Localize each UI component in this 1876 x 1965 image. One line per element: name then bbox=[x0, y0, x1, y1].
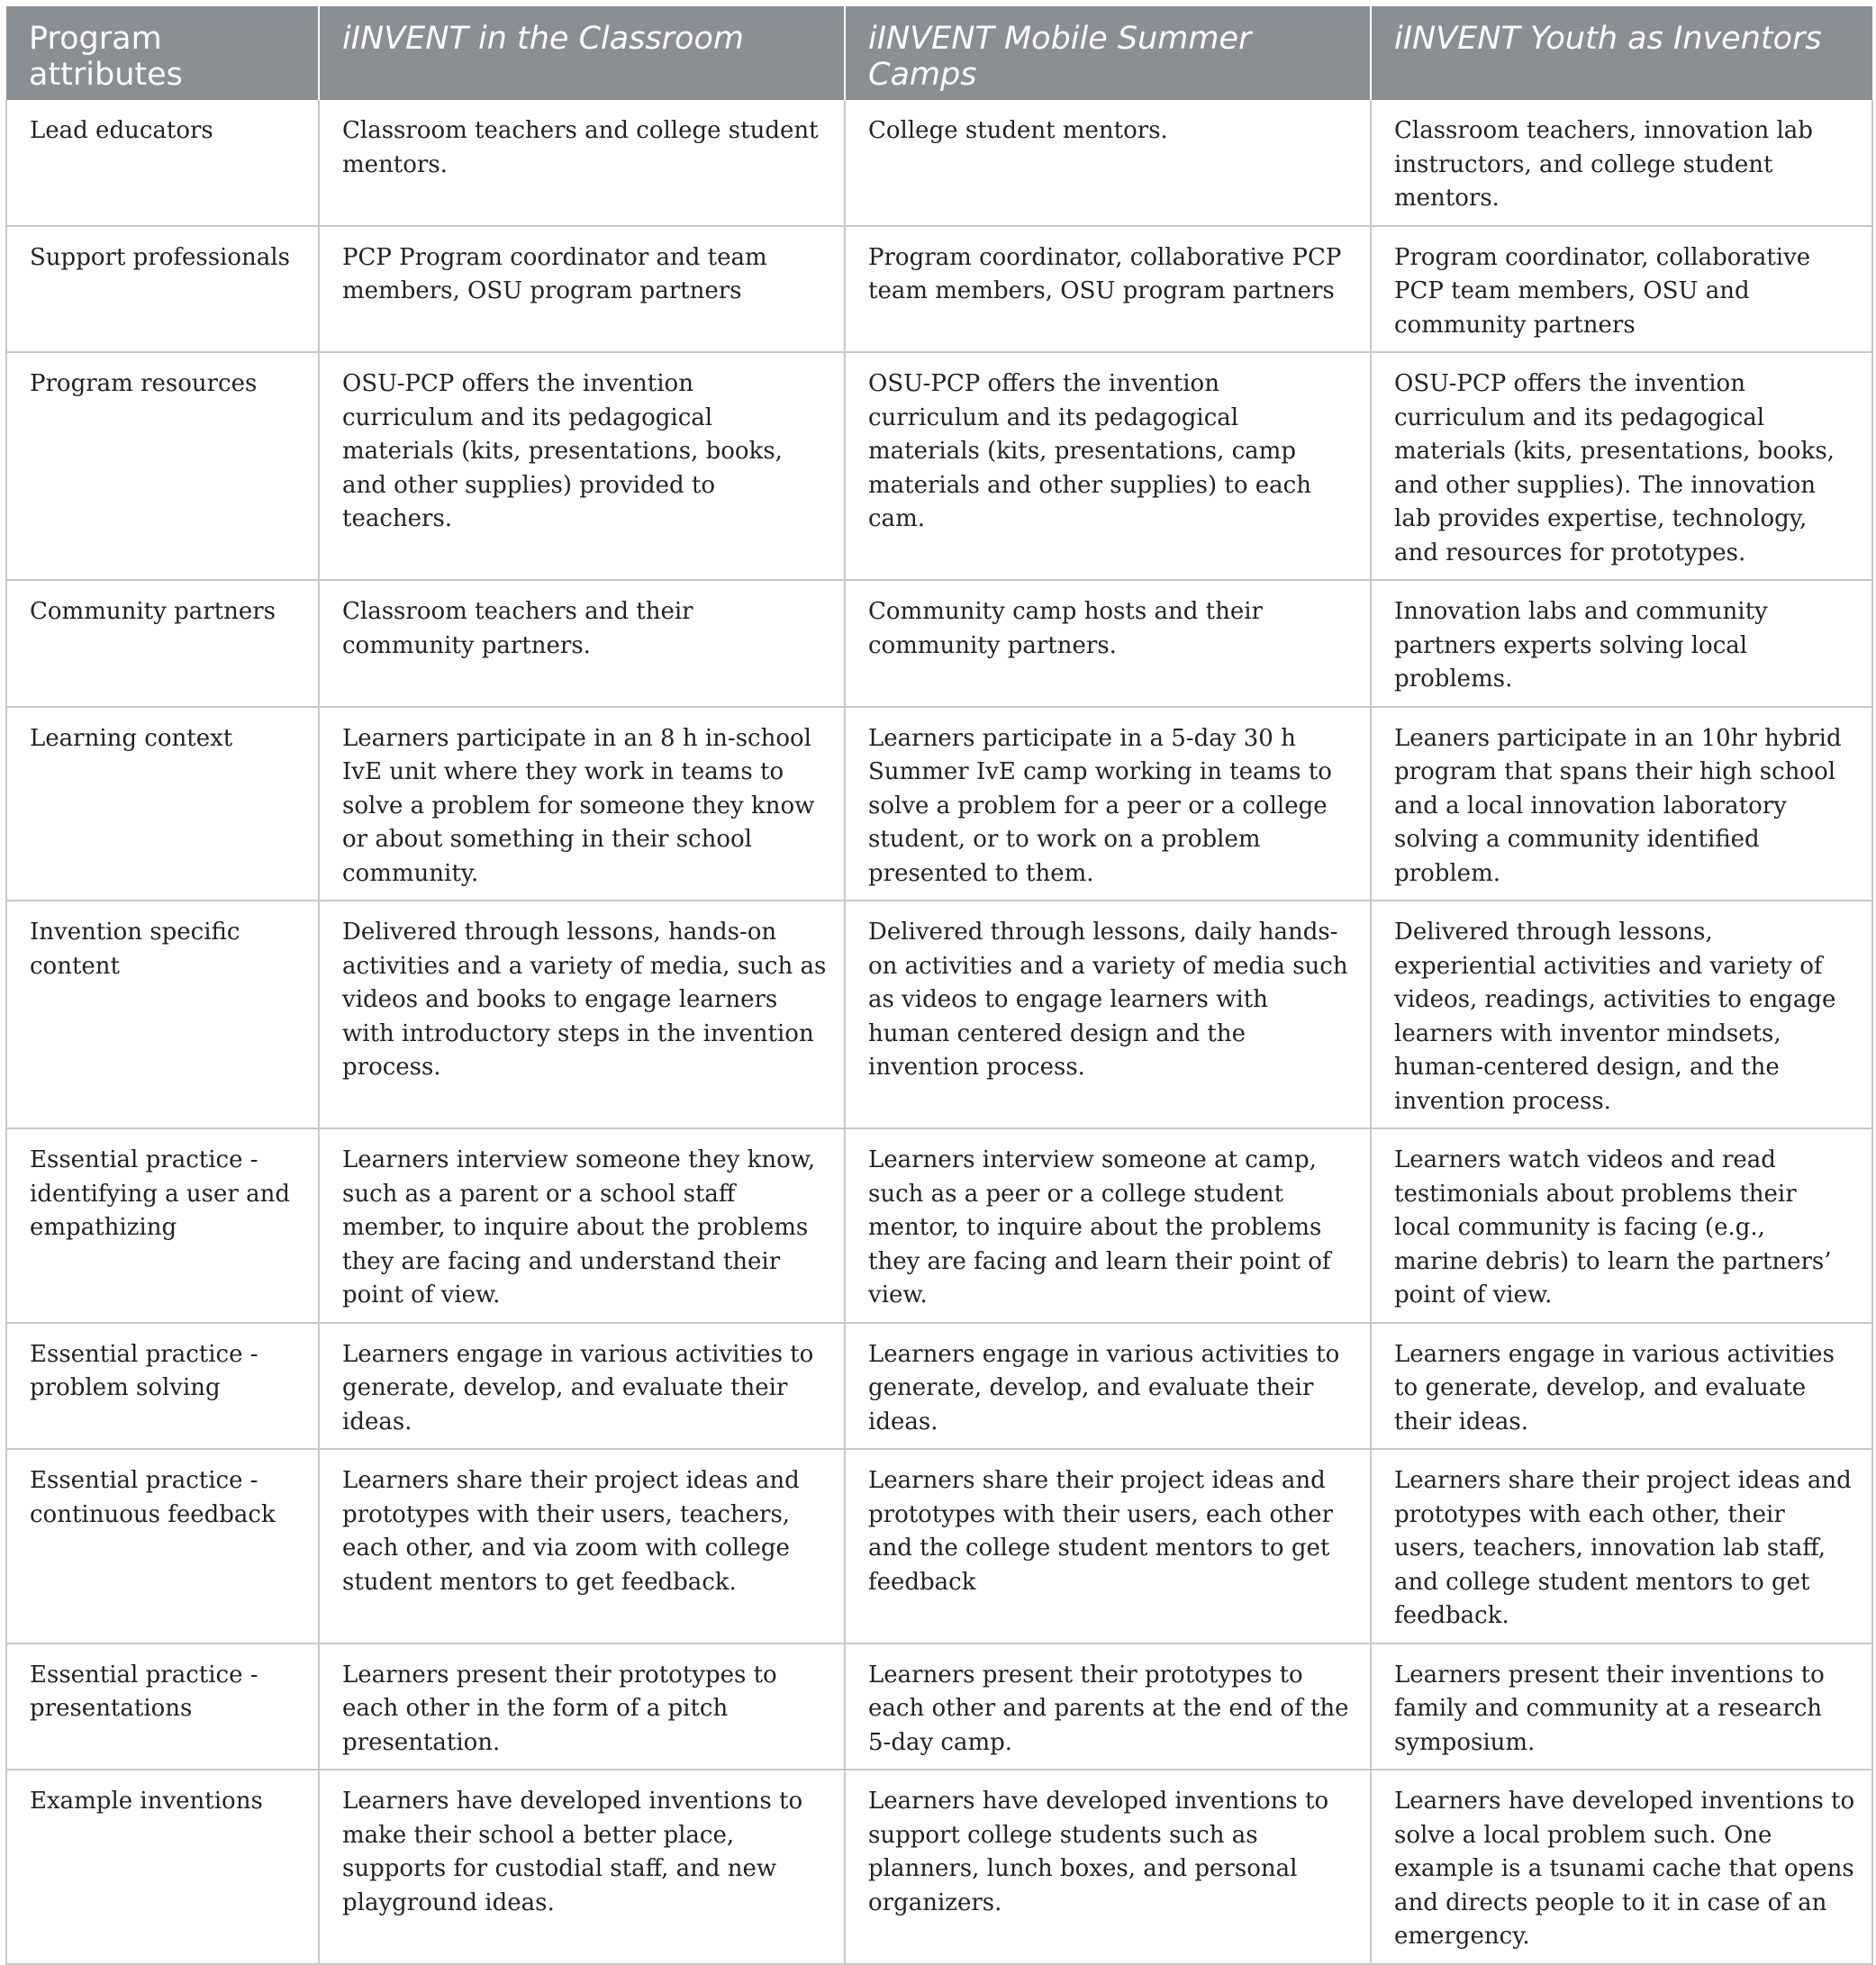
row-attribute-label: Program resources bbox=[6, 352, 319, 580]
table-cell: Learners engage in various activities to generate, develop, and evaluate their ideas. bbox=[1371, 1323, 1872, 1450]
column-header-youth-as-inventors: iINVENT Youth as Inventors bbox=[1371, 6, 1872, 100]
table-cell: Learners present their prototypes to each other and parents at the end of the 5-day camp. bbox=[845, 1644, 1371, 1770]
table-cell: College student mentors. bbox=[845, 100, 1371, 226]
table-row bbox=[6, 1644, 1872, 1770]
table-cell: Learners engage in various activities to generate, develop, and evaluate their ideas. bbox=[845, 1323, 1371, 1450]
table-cell: Learners have developed inventions to solve a local problem such. One example is a tsunami cache that opens and directs people to it in case of an emergency. bbox=[1371, 1770, 1872, 1964]
program-attributes-table bbox=[5, 6, 1873, 1965]
program-attributes-table-container bbox=[5, 6, 1871, 1965]
row-attribute-label: Essential practice - identifying a user and empathizing bbox=[6, 1128, 319, 1323]
table-cell: OSU-PCP offers the invention curriculum and its pedagogical materials (kits, presentations, camp materials and other supplies) to each cam. bbox=[845, 352, 1371, 580]
table-cell: Learners share their project ideas and prototypes with each other, their users, teachers, innovation lab staff, and college student mentors to get feedback. bbox=[1371, 1449, 1872, 1644]
table-body bbox=[6, 100, 1872, 1964]
table-cell: Learners participate in an 8 h in-school IvE unit where they work in teams to solve a problem for someone they know or about something in their school community. bbox=[319, 707, 845, 901]
table-cell: Delivered through lessons, daily hands-on activities and a variety of media such as videos to engage learners with human centered design and the invention process. bbox=[845, 901, 1371, 1128]
row-attribute-label: Example inventions bbox=[6, 1770, 319, 1964]
table-cell: Learners share their project ideas and prototypes with their users, teachers, each other, and via zoom with college student mentors to get feedback. bbox=[319, 1449, 845, 1644]
table-cell: Learners present their prototypes to each other in the form of a pitch presentation. bbox=[319, 1644, 845, 1770]
table-cell: Learners share their project ideas and prototypes with their users, each other and the college student mentors to get feedback bbox=[845, 1449, 1371, 1644]
table-cell: Delivered through lessons, hands-on activities and a variety of media, such as videos and books to engage learners with introductory steps in the invention process. bbox=[319, 901, 845, 1128]
table-cell: Classroom teachers and college student mentors. bbox=[319, 100, 845, 226]
row-attribute-label: Invention specific content bbox=[6, 901, 319, 1128]
table-cell: OSU-PCP offers the invention curriculum and its pedagogical materials (kits, presentations, books, and other supplies). The innovation lab provides expertise, technology, and resources for prototypes. bbox=[1371, 352, 1872, 580]
table-cell: Classroom teachers, innovation lab instructors, and college student mentors. bbox=[1371, 100, 1872, 226]
table-row bbox=[6, 1128, 1872, 1323]
table-header-row bbox=[6, 6, 1872, 100]
table-cell: Innovation labs and community partners experts solving local problems. bbox=[1371, 580, 1872, 707]
table-row bbox=[6, 352, 1872, 580]
row-attribute-label: Support professionals bbox=[6, 226, 319, 353]
row-attribute-label: Lead educators bbox=[6, 100, 319, 226]
table-cell: Program coordinator, collaborative PCP team members, OSU and community partners bbox=[1371, 226, 1872, 353]
row-attribute-label: Community partners bbox=[6, 580, 319, 707]
table-cell: Learners participate in a 5-day 30 h Summer IvE camp working in teams to solve a problem for a peer or a college student, or to work on a problem presented to them. bbox=[845, 707, 1371, 901]
column-header-classroom: iINVENT in the Classroom bbox=[319, 6, 845, 100]
column-header-program-attributes: Program attributes bbox=[6, 6, 319, 100]
table-row bbox=[6, 707, 1872, 901]
table-cell: Learners present their inventions to family and community at a research symposium. bbox=[1371, 1644, 1872, 1770]
table-row bbox=[6, 901, 1872, 1128]
table-cell: PCP Program coordinator and team members, OSU program partners bbox=[319, 226, 845, 353]
table-row bbox=[6, 100, 1872, 226]
table-cell: Learners have developed inventions to make their school a better place, supports for custodial staff, and new playground ideas. bbox=[319, 1770, 845, 1964]
table-cell: Delivered through lessons, experiential activities and variety of videos, readings, activities to engage learners with inventor mindsets, human-centered design, and the invention process. bbox=[1371, 901, 1872, 1128]
table-row bbox=[6, 580, 1872, 707]
table-cell: Learners have developed inventions to support college students such as planners, lunch boxes, and personal organizers. bbox=[845, 1770, 1371, 1964]
table-row bbox=[6, 1449, 1872, 1644]
row-attribute-label: Learning context bbox=[6, 707, 319, 901]
table-cell: Classroom teachers and their community partners. bbox=[319, 580, 845, 707]
table-cell: Program coordinator, collaborative PCP team members, OSU program partners bbox=[845, 226, 1371, 353]
table-row bbox=[6, 1770, 1872, 1964]
row-attribute-label: Essential practice - problem solving bbox=[6, 1323, 319, 1450]
row-attribute-label: Essential practice - presentations bbox=[6, 1644, 319, 1770]
row-attribute-label: Essential practice - continuous feedback bbox=[6, 1449, 319, 1644]
table-cell: OSU-PCP offers the invention curriculum and its pedagogical materials (kits, presentations, books, and other supplies) provided to teachers. bbox=[319, 352, 845, 580]
table-cell: Learners watch videos and read testimonials about problems their local community is facing (e.g., marine debris) to learn the partners’ point of view. bbox=[1371, 1128, 1872, 1323]
table-cell: Learners interview someone they know, such as a parent or a school staff member, to inquire about the problems they are facing and understand their point of view. bbox=[319, 1128, 845, 1323]
table-cell: Leaners participate in an 10hr hybrid program that spans their high school and a local innovation laboratory solving a community identified problem. bbox=[1371, 707, 1872, 901]
column-header-mobile-summer-camps: iINVENT Mobile Summer Camps bbox=[845, 6, 1371, 100]
table-cell: Learners engage in various activities to generate, develop, and evaluate their ideas. bbox=[319, 1323, 845, 1450]
table-cell: Learners interview someone at camp, such as a peer or a college student mentor, to inquire about the problems they are facing and learn their point of view. bbox=[845, 1128, 1371, 1323]
table-row bbox=[6, 1323, 1872, 1450]
table-cell: Community camp hosts and their community partners. bbox=[845, 580, 1371, 707]
table-row bbox=[6, 226, 1872, 353]
